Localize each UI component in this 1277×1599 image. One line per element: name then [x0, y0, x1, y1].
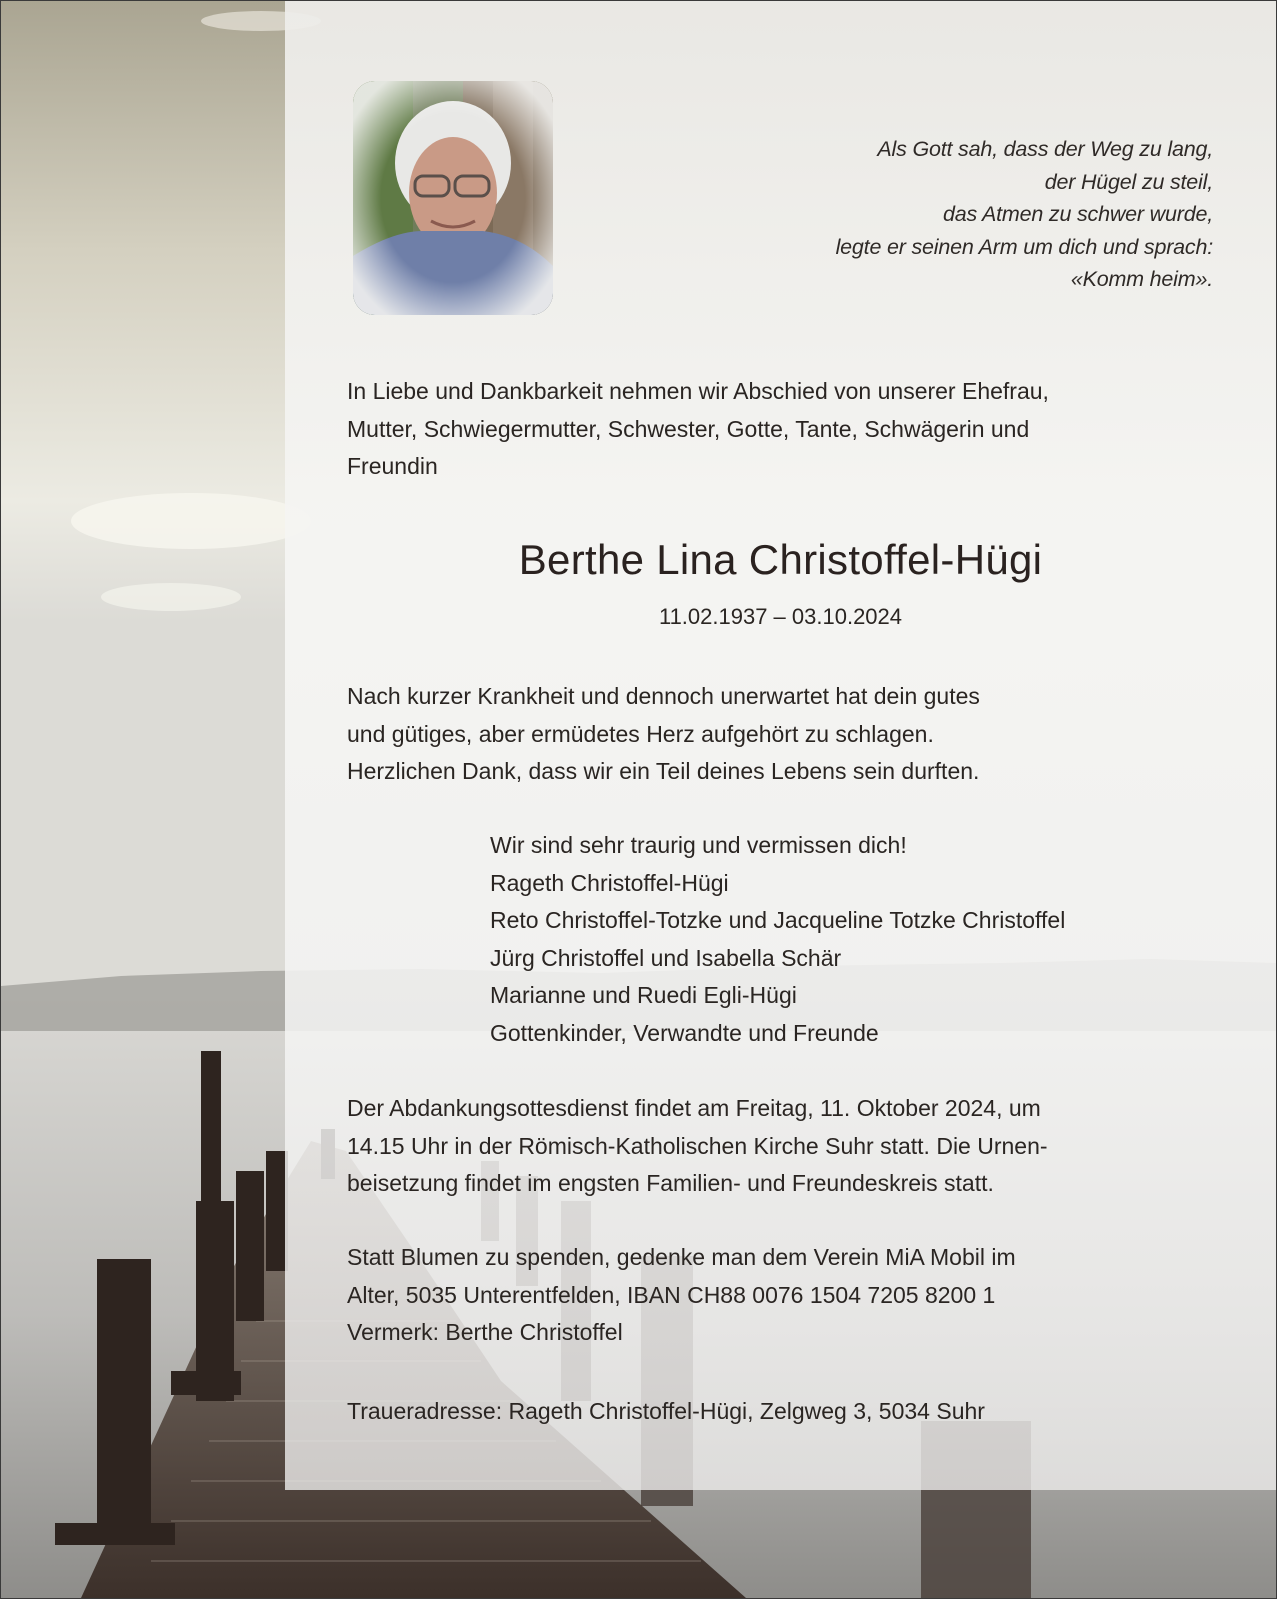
message-line: und gütiges, aber ermüdetes Herz aufgehört zu schlagen.: [347, 720, 934, 747]
portrait-photo: [353, 81, 553, 315]
poem-line: legte er seinen Arm um dich und sprach:: [835, 234, 1213, 259]
mourners-line: Gottenkinder, Verwandte und Freunde: [490, 1019, 879, 1046]
message-line: Herzlichen Dank, dass wir ein Teil deines Lebens sein durften.: [347, 758, 980, 784]
mourners-list: [490, 827, 1065, 1052]
intro-line: Freundin: [347, 453, 438, 479]
donation-info: [347, 1239, 1016, 1352]
poem-line: Als Gott sah, dass der Weg zu lang,: [877, 137, 1213, 161]
mourning-address: Traueradresse: Rageth Christoffel-Hügi, Zelgweg 3, 5034 Suhr: [347, 1398, 985, 1424]
poem-line: das Atmen zu schwer wurde,: [942, 202, 1213, 226]
deceased-name: Berthe Lina Christoffel-Hügi: [518, 536, 1043, 583]
portrait-image: [353, 81, 553, 315]
service-line: Der Abdankungsottesdienst findet am Freitag, 11. Oktober 2024, um: [347, 1095, 1041, 1121]
poem-line: der Hügel zu steil,: [1044, 169, 1213, 194]
donation-line: Statt Blumen zu spenden, gedenke man dem Verein MiA Mobil im: [347, 1244, 1016, 1270]
mourners-line: Marianne und Ruedi Egli-Hügi: [490, 982, 797, 1008]
intro-text: [347, 373, 1049, 486]
donation-line: Alter, 5035 Unterentfelden, IBAN CH88 0076 1504 7205 8200 1: [347, 1281, 996, 1308]
life-dates: 11.02.1937 – 03.10.2024: [658, 604, 903, 629]
mourners-line: Wir sind sehr traurig und vermissen dich!: [490, 832, 907, 858]
service-info: [347, 1090, 1048, 1203]
mourners-line: Reto Christoffel-Totzke und Jacqueline Totzke Christoffel: [490, 907, 1066, 933]
service-line: beisetzung findet im engsten Familien- und Freundeskreis statt.: [347, 1170, 994, 1196]
mourners-line: Rageth Christoffel-Hügi: [490, 869, 729, 896]
donation-line: Vermerk: Berthe Christoffel: [347, 1319, 623, 1345]
service-line: 14.15 Uhr in der Römisch-Katholischen Kirche Suhr statt. Die Urnen-: [347, 1132, 1048, 1159]
poem-line: «Komm heim».: [1070, 267, 1213, 291]
message-line: Nach kurzer Krankheit und dennoch unerwartet hat dein gutes: [347, 683, 980, 709]
mourners-line: Jürg Christoffel und Isabella Schär: [490, 944, 842, 971]
intro-line: In Liebe und Dankbarkeit nehmen wir Abschied von unserer Ehefrau,: [347, 378, 1049, 404]
intro-line: Mutter, Schwiegermutter, Schwester, Gotte, Tante, Schwägerin und: [347, 415, 1030, 442]
poem: [781, 133, 1213, 296]
message-text: [347, 678, 980, 791]
